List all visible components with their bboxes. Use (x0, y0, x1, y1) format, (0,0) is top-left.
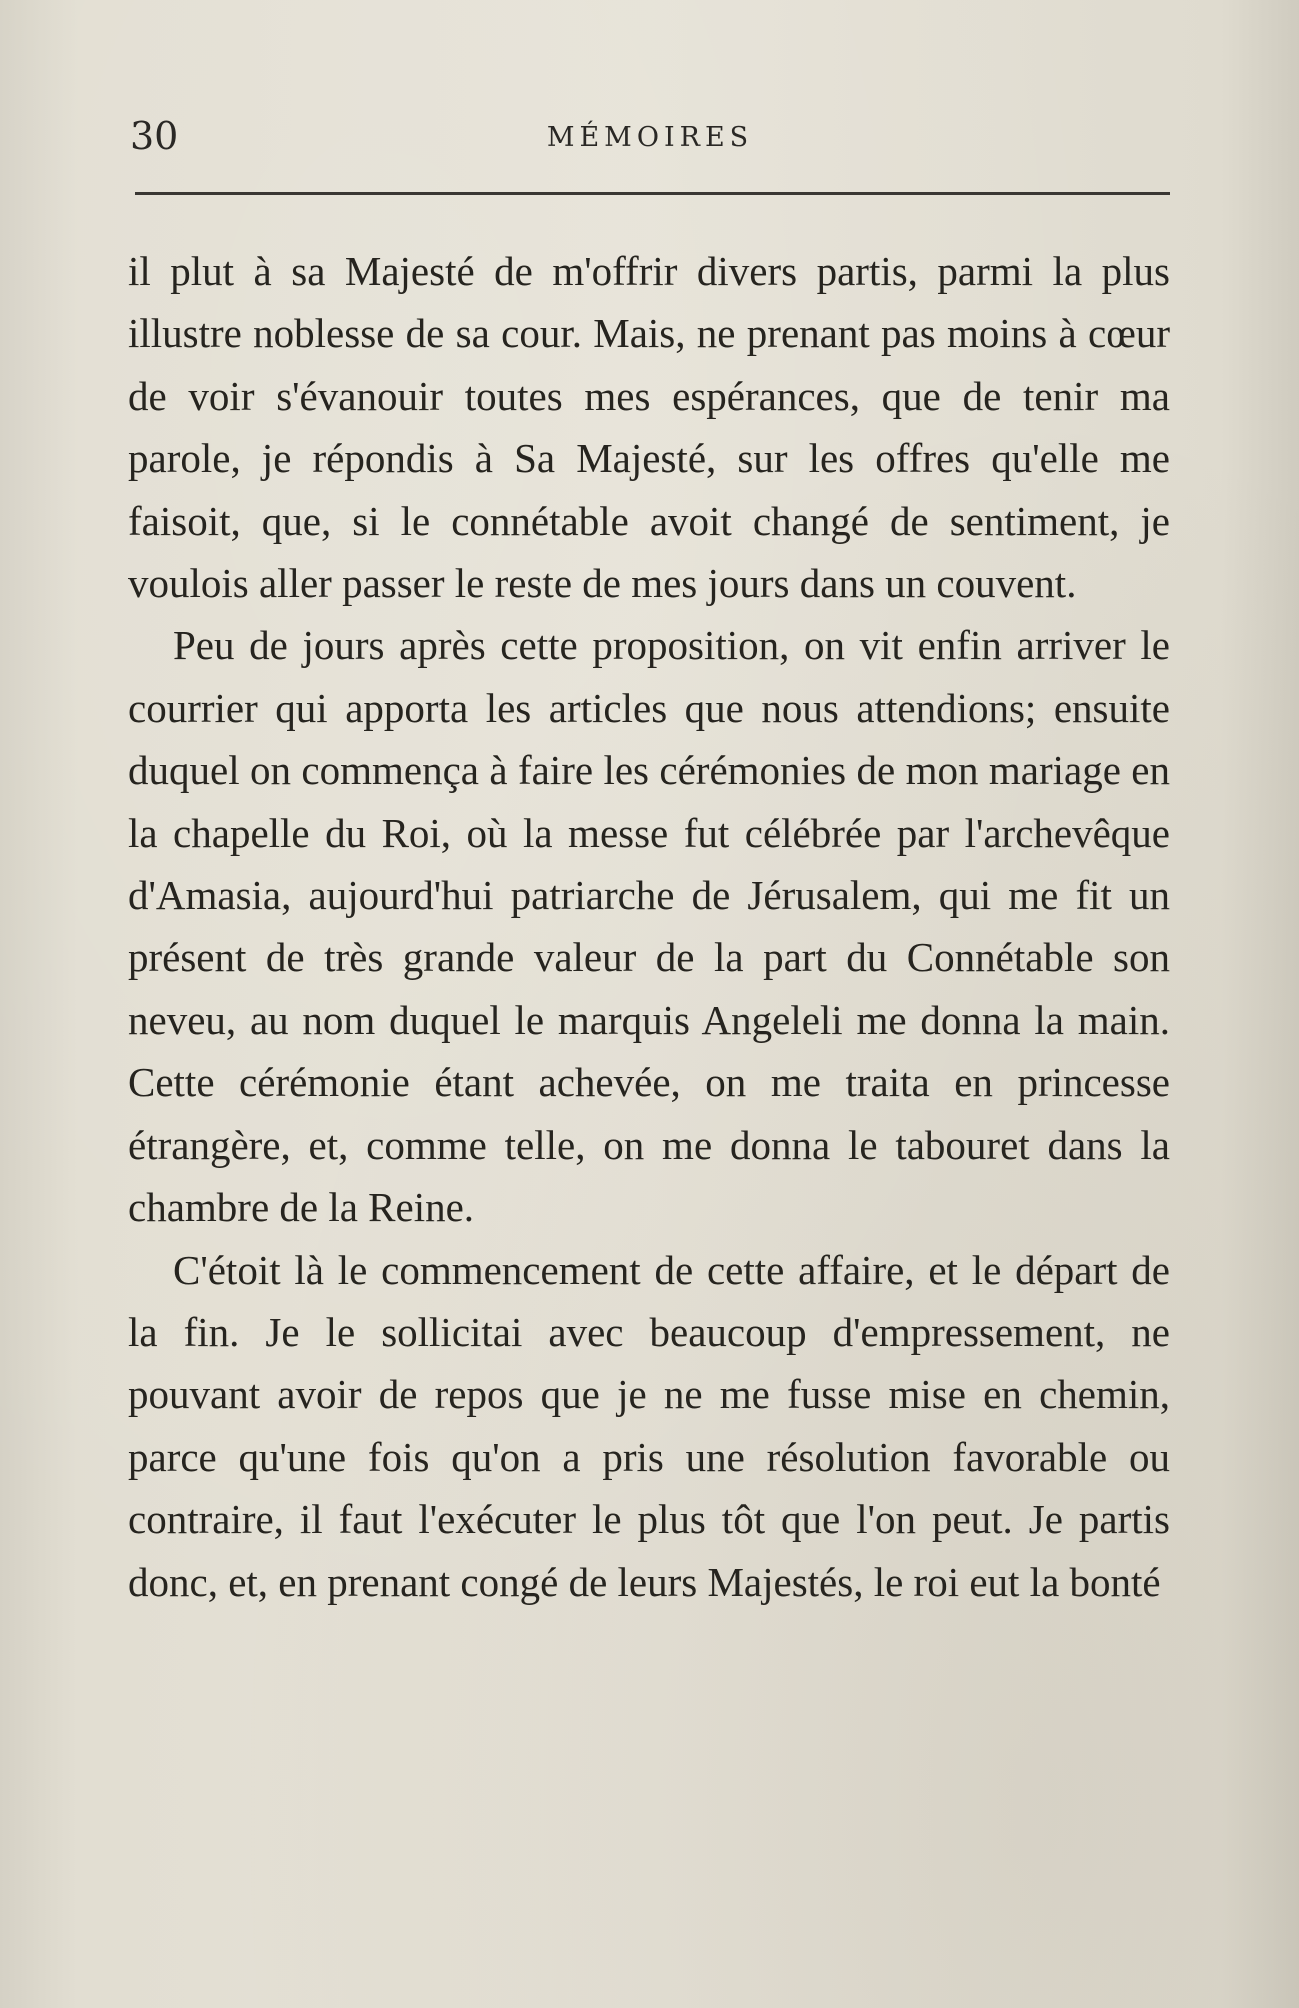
body-text (128, 240, 1170, 1613)
running-title: MÉMOIRES (546, 122, 754, 153)
paragraph-2: Peu de jours après cette proposition, on vit enfin arriver le courrier qui apporta les articles que nous attendions; ensuite duquel on commença à faire les cérémonies de mon mariage en la chapelle du Roi, où la messe fut célébrée par l'archevêque d'Amasia, aujourd'hui patriarche de Jérusalem, qui me fit un présent de très grande valeur de la part du Connétable son neveu, au nom duquel le marquis Angeleli me donna la main. Cette cérémonie étant achevée, on me traita en princesse étrangère, et, comme telle, on me donna le tabouret dans la chambre de la Reine. (128, 622, 1170, 1231)
paragraph-1: il plut à sa Majesté de m'offrir divers partis, parmi la plus illustre noblesse de sa cour. Mais, ne prenant pas moins à cœur de voir s'évanouir toutes mes espérances, que de tenir ma parole, je répondis à Sa Majesté, sur les offres qu'elle me faisoit, que, si le connétable avoit changé de sentiment, je voulois aller passer le reste de mes jours dans un couvent. (128, 248, 1170, 607)
page-number: 30 (130, 114, 179, 158)
header-rule (135, 192, 1170, 195)
running-head (130, 114, 1170, 174)
paragraph-3: C'étoit là le commencement de cette affaire, et le départ de la fin. Je le sollicitai avec beaucoup d'empressement, ne pouvant avoir de repos que je ne me fusse mise en chemin, parce qu'une fois qu'on a pris une résolution favorable ou contraire, il faut l'exécuter le plus tôt que l'on peut. Je partis donc, et, en prenant congé de leurs Majestés, le roi eut la bonté (128, 1246, 1170, 1605)
